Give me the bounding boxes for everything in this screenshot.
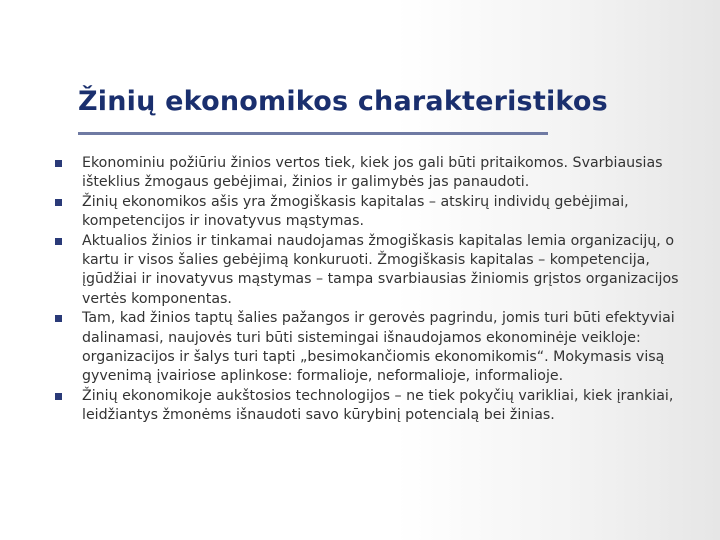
bullet-text: Žinių ekonomikoje aukštosios technologijos – ne tiek pokyčių varikliai, kiek įrankiai, leidžiantys žmonėms išnaudoti savo kūrybinį potencialą bei žinias.	[82, 387, 674, 424]
title-underline	[78, 132, 548, 135]
bullet-text: Tam, kad žinios taptų šalies pažangos ir gerovės pagrindu, jomis turi būti efektyviai dalinamasi, naujovės turi būti sistemingai išnaudojamos ekonominėje veikloje: organizacijos ir šalys turi tapti „besimokančiomis ekonomikomis“. Mokymasis visą gyvenimą įvairiose aplinkose: formalioje, neformalioje, informalioje.	[82, 310, 675, 385]
bullet-text: Ekonominiu požiūriu žinios vertos tiek, kiek jos gali būti pritaikomos. Svarbiausias išteklius žmogaus gebėjimai, žinios ir galimybės jas panaudoti.	[82, 155, 663, 191]
square-bullet-icon	[55, 199, 62, 206]
bullet-item	[52, 193, 692, 232]
bullet-list	[52, 154, 692, 426]
bullet-item	[52, 387, 692, 426]
square-bullet-icon	[55, 160, 62, 167]
bullet-item	[52, 309, 692, 387]
bullet-text: Žinių ekonomikos ašis yra žmogiškasis kapitalas – atskirų individų gebėjimai, kompetencijos ir inovatyvus mąstymas.	[82, 193, 629, 230]
square-bullet-icon	[55, 238, 62, 245]
bullet-text: Aktualios žinios ir tinkamai naudojamas žmogiškasis kapitalas lemia organizacijų, o kartu ir visos šalies gebėjimą konkuruoti. Žmogiškasis kapitalas – kompetencija, įgūdžiai ir inovatyvus mąstymas – tampa svarbiausias žiniomis grįstos organizacijos vertės komponentas.	[82, 232, 679, 307]
bullet-item	[52, 154, 692, 193]
square-bullet-icon	[55, 393, 62, 400]
square-bullet-icon	[55, 315, 62, 322]
bullet-item	[52, 232, 692, 310]
slide-title: Žinių ekonomikos charakteristikos	[78, 86, 608, 117]
